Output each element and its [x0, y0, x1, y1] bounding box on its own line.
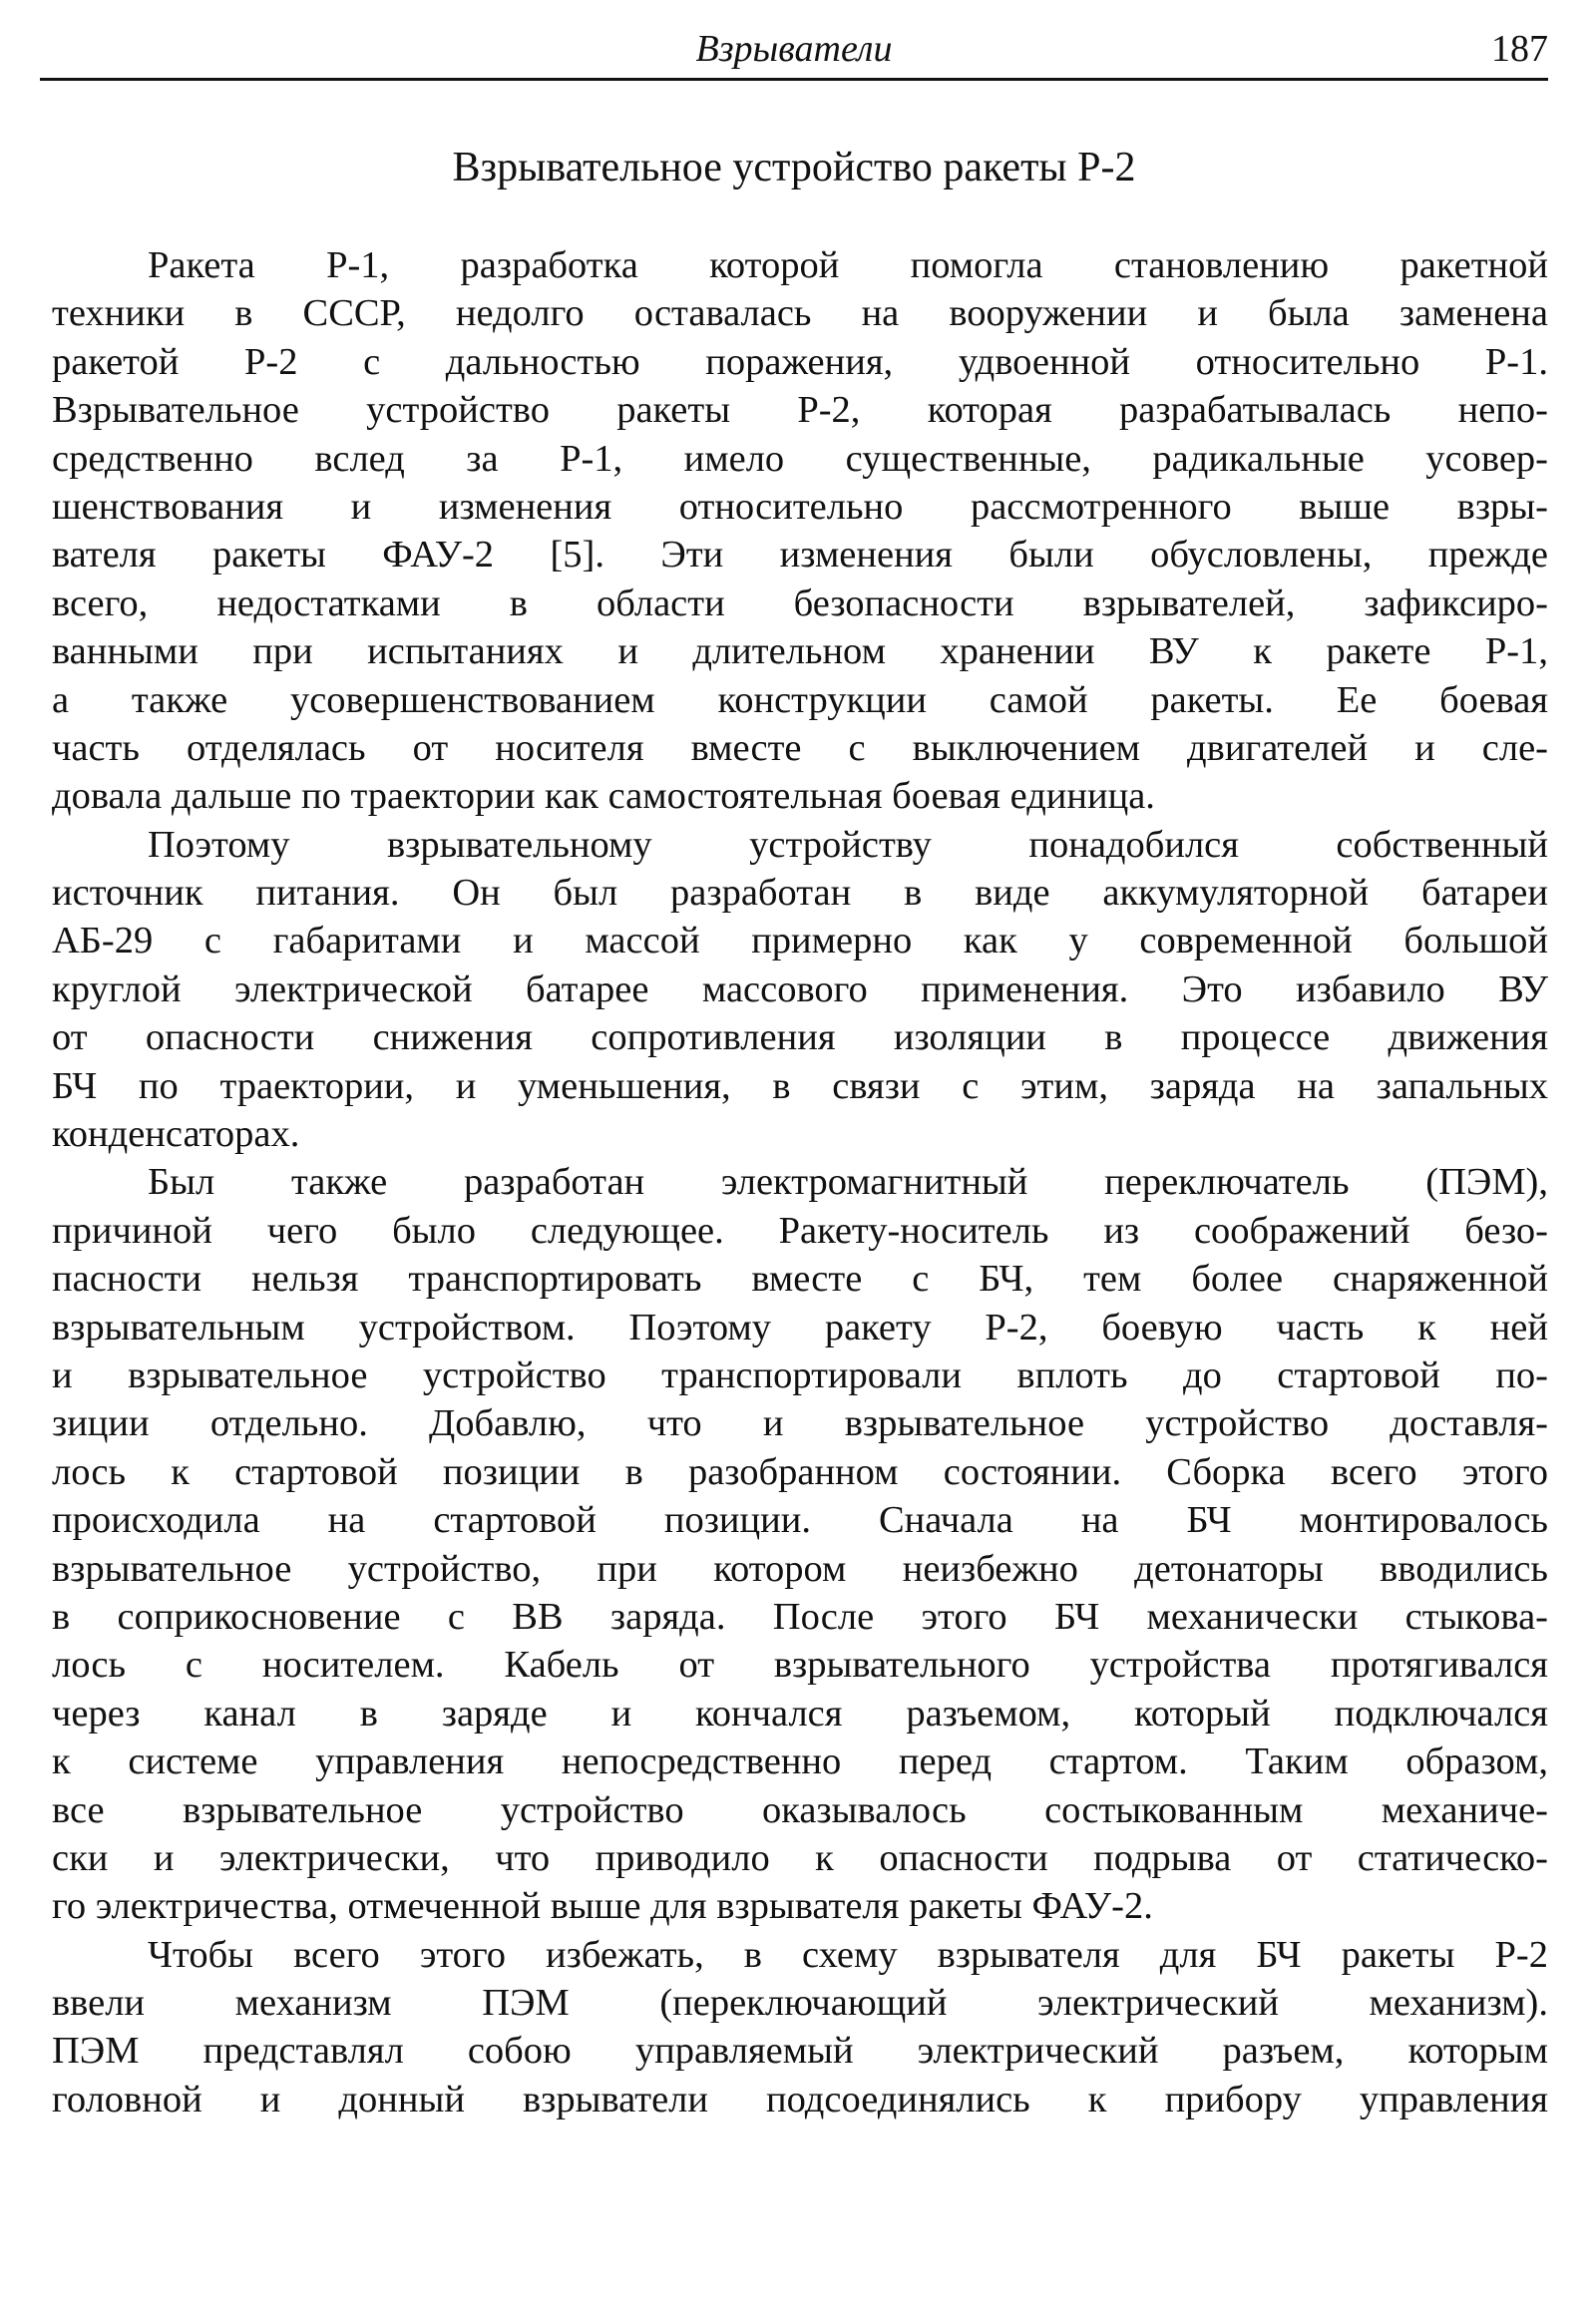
- text-line: АБ-29 с габаритами и массой примерно как у современной большой: [52, 920, 1548, 963]
- text-line: вателя ракеты ФАУ-2 [5]. Эти изменения были обусловлены, прежде: [52, 534, 1548, 577]
- text-line: лось с носителем. Кабель от взрывательного устройства протягивался: [52, 1644, 1548, 1687]
- text-line: причиной чего было следующее. Ракету-носитель из соображений безо-: [52, 1209, 1548, 1252]
- text-line: БЧ по траектории, и уменьшения, в связи с этим, заряда на запальных: [52, 1064, 1548, 1107]
- header-rule: [40, 78, 1548, 81]
- text-line: ски и электрически, что приводило к опасности подрыва от статическо-: [52, 1836, 1548, 1879]
- text-line: средственно вслед за Р-1, имело существенные, радикальные усовер-: [52, 437, 1548, 480]
- body-text: [52, 241, 1548, 2123]
- text-line: пасности нельзя транспортировать вместе с БЧ, тем более снаряженной: [52, 1258, 1548, 1301]
- text-line: все взрывательное устройство оказывалось состыкованным механиче-: [52, 1788, 1548, 1831]
- text-line: происходила на стартовой позиции. Сначала на БЧ монтировалось: [52, 1499, 1548, 1542]
- text-line: часть отделялась от носителя вместе с выключением двигателей и сле-: [52, 726, 1548, 769]
- text-line: к системе управления непосредственно перед стартом. Таким образом,: [52, 1740, 1548, 1783]
- paragraph-1: [52, 241, 1548, 821]
- paragraph-3: [52, 1158, 1548, 1930]
- page-number: 187: [1491, 28, 1548, 70]
- text-line: Поэтому взрывательному устройству понадобился собственный: [148, 823, 1548, 866]
- text-line: Был также разработан электромагнитный переключатель (ПЭМ),: [148, 1161, 1548, 1204]
- text-line: взрывательным устройством. Поэтому ракету Р-2, боевую часть к ней: [52, 1306, 1548, 1348]
- text-line: Взрывательное устройство ракеты Р-2, которая разрабатывалась непо-: [52, 389, 1548, 432]
- text-line: довала дальше по траектории как самостоятельная боевая единица.: [52, 775, 1155, 818]
- text-line: через канал в заряде и кончался разъемом, который подключался: [52, 1692, 1548, 1734]
- text-line: взрывательное устройство, при котором неизбежно детонаторы вводились: [52, 1547, 1548, 1590]
- text-line: и взрывательное устройство транспортировали вплоть до стартовой по-: [52, 1353, 1548, 1396]
- text-line: Ракета Р-1, разработка которой помогла становлению ракетной: [148, 244, 1548, 286]
- text-line: Чтобы всего этого избежать, в схему взрывателя для БЧ ракеты Р-2: [148, 1933, 1548, 1976]
- text-line: ввели механизм ПЭМ (переключающий электрический механизм).: [52, 1982, 1548, 2025]
- text-line: в соприкосновение с ВВ заряда. После этого БЧ механически стыкова-: [52, 1595, 1548, 1638]
- text-line: круглой электрической батарее массового применения. Это избавило ВУ: [52, 967, 1548, 1010]
- text-line: ПЭМ представлял собою управляемый электрический разъем, которым: [52, 2030, 1548, 2073]
- text-line: от опасности снижения сопротивления изоляции в процессе движения: [52, 1016, 1548, 1059]
- paragraph-4: [52, 1931, 1548, 2124]
- text-line: шенствования и изменения относительно рассмотренного выше взры-: [52, 485, 1548, 528]
- text-line: всего, недостатками в области безопасности взрывателей, зафиксиро-: [52, 581, 1548, 624]
- section-title: Взрывательное устройство ракеты Р-2: [452, 145, 1136, 191]
- text-line: зиции отдельно. Добавлю, что и взрывательное устройство доставля-: [52, 1402, 1548, 1445]
- text-line: конденсаторах.: [52, 1113, 300, 1156]
- text-line: головной и донный взрыватели подсоединялись к прибору управления: [52, 2078, 1548, 2120]
- text-line: го электричества, отмеченной выше для взрывателя ракеты ФАУ-2.: [52, 1885, 1153, 1928]
- text-line: ракетой Р-2 с дальностью поражения, удвоенной относительно Р-1.: [52, 340, 1548, 383]
- text-line: а также усовершенствованием конструкции самой ракеты. Ее боевая: [52, 678, 1548, 721]
- running-title: Взрыватели: [695, 28, 893, 70]
- paragraph-2: [52, 821, 1548, 1159]
- text-line: техники в СССР, недолго оставалась на вооружении и была заменена: [52, 292, 1548, 335]
- text-line: лось к стартовой позиции в разобранном состоянии. Сборка всего этого: [52, 1450, 1548, 1493]
- text-line: ванными при испытаниях и длительном хранении ВУ к ракете Р-1,: [52, 630, 1548, 673]
- text-line: источник питания. Он был разработан в виде аккумуляторной батареи: [52, 872, 1548, 915]
- running-header: [40, 26, 1548, 78]
